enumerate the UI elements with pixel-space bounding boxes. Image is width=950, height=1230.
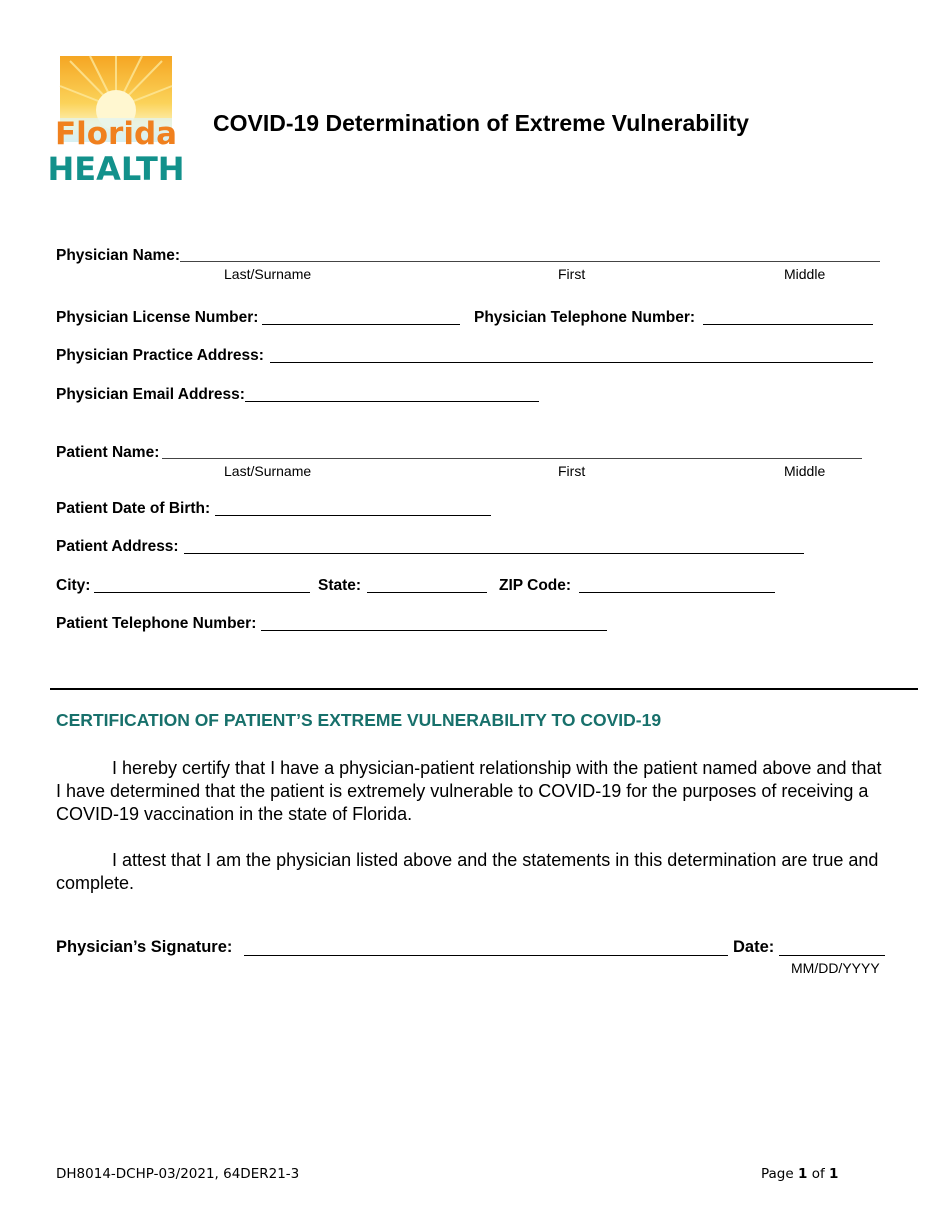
- footer-page-current: 1: [797, 1166, 808, 1182]
- section-divider: [50, 688, 918, 690]
- logo-florida-text: Florida: [54, 116, 178, 152]
- patient-name-line[interactable]: [162, 458, 862, 459]
- logo-health-text: HEALTH: [47, 150, 185, 188]
- florida-health-logo: [47, 56, 185, 188]
- physician-practice-address-line[interactable]: [270, 362, 873, 363]
- physician-telephone-label: Physician Telephone Number:: [474, 309, 696, 326]
- patient-address-label: Patient Address:: [56, 538, 179, 555]
- certification-paragraph-1: I hereby certify that I have a physician-patient relationship with the patient named above and that I have determined that the patient is extremely vulnerable to COVID-19 for the purposes of receiving a COVID-19 vaccination in the state of Florida.: [56, 758, 882, 824]
- patient-zip-line[interactable]: [579, 592, 775, 593]
- physician-name-sub-first: First: [558, 266, 586, 282]
- patient-dob-label: Patient Date of Birth:: [56, 500, 211, 517]
- patient-city-line[interactable]: [94, 592, 310, 593]
- patient-telephone-label: Patient Telephone Number:: [56, 615, 257, 632]
- physician-practice-address-label: Physician Practice Address:: [56, 347, 264, 364]
- patient-city-label: City:: [56, 577, 91, 594]
- patient-state-label: State:: [318, 577, 362, 594]
- footer-page-number: [761, 1166, 838, 1182]
- physician-name-sub-last: Last/Surname: [224, 266, 312, 282]
- patient-state-line[interactable]: [367, 592, 487, 593]
- signature-date-format: MM/DD/YYYY: [791, 960, 880, 976]
- patient-dob-line[interactable]: [215, 515, 491, 516]
- florida-health-logo-graphic: [47, 56, 185, 188]
- physician-email-line[interactable]: [245, 401, 539, 402]
- patient-name-label: Patient Name:: [56, 444, 160, 461]
- physician-telephone-line[interactable]: [703, 324, 873, 325]
- patient-name-sub-last: Last/Surname: [224, 463, 312, 479]
- footer-page-of: of: [811, 1166, 825, 1182]
- footer-page-prefix: Page: [761, 1166, 794, 1182]
- physician-signature-line[interactable]: [244, 955, 728, 956]
- patient-name-sub-middle: Middle: [784, 463, 826, 479]
- physician-name-sub-middle: Middle: [784, 266, 826, 282]
- certification-heading: CERTIFICATION OF PATIENT’S EXTREME VULNERABILITY TO COVID-19: [56, 710, 662, 730]
- patient-address-line[interactable]: [184, 553, 804, 554]
- patient-zip-label: ZIP Code:: [499, 577, 572, 594]
- patient-name-sub-first: First: [558, 463, 586, 479]
- signature-date-line[interactable]: [779, 955, 885, 956]
- physician-license-label: Physician License Number:: [56, 309, 259, 326]
- physician-email-label: Physician Email Address:: [56, 386, 245, 403]
- signature-date-label: Date:: [733, 938, 775, 956]
- patient-telephone-line[interactable]: [261, 630, 607, 631]
- form-title: COVID-19 Determination of Extreme Vulnerability: [213, 110, 749, 136]
- footer-page-total: 1: [829, 1166, 839, 1182]
- physician-signature-label: Physician’s Signature:: [56, 938, 233, 956]
- physician-name-line[interactable]: [180, 261, 880, 262]
- footer-form-id: DH8014-DCHP-03/2021, 64DER21-3: [56, 1166, 300, 1182]
- physician-license-line[interactable]: [262, 324, 460, 325]
- physician-name-label: Physician Name:: [56, 247, 181, 264]
- certification-paragraph-2: I attest that I am the physician listed above and the statements in this determination are true and complete.: [56, 850, 879, 893]
